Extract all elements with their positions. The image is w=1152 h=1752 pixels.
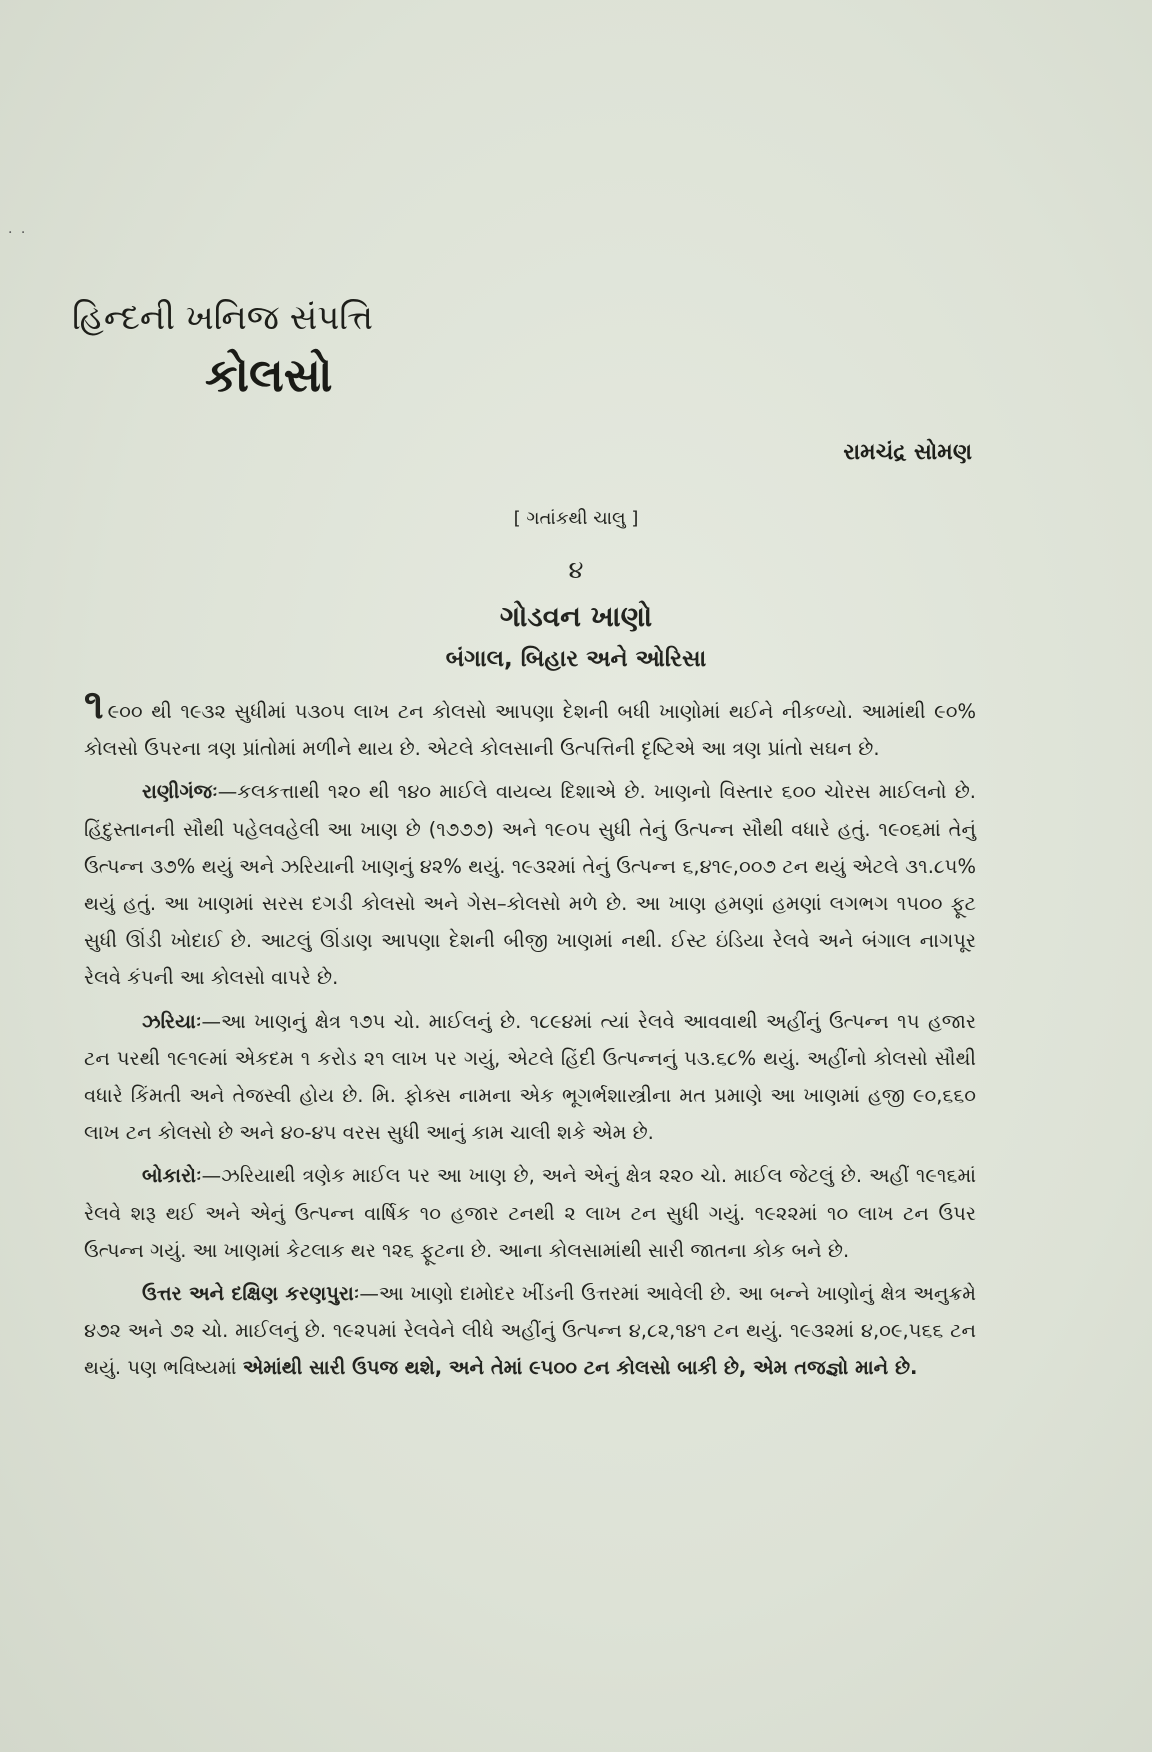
paragraph-raniganj bbox=[84, 773, 976, 996]
paragraph-text: —કલકત્તાથી ૧૨૦ થી ૧૪૦ માઈલે વાયવ્ય દિશાએ છે. ખાણનો વિસ્તાર ૬૦૦ ચોરસ માઈલનો છે. હિંદુસ્તાનની સૌથી પહેલવહેલી આ ખાણ છે (૧૭૭૭) અને ૧૯૦૫ સુધી તેનું ઉત્પન્ન સૌથી વધારે હતું. ૧૯૦૬માં તેનું ઉત્પન્ન ૩૭% થયું અને ઝરિયાની ખાણનું ૪૨% થયું. ૧૯૩૨માં તેનું ઉત્પન્ન ૬,૪૧૯,૦૦૭ ટન થયું એટલે ૩૧.૮૫% થયું હતું. આ ખાણમાં સરસ દગડી કોલસો અને ગેસ–કોલસો મળે છે. આ ખાણ હમણાં હમણાં લગભગ ૧૫૦૦ ફૂટ સુધી ઊંડી ખોદાઈ છે. આટલું ઊંડાણ આપણા દેશની બીજી ખાણમાં નથી. ઈસ્ટ ઇંડિયા રેલવે અને બંગાલ નાગપૂર રેલવે કંપની આ કોલસો વાપરે છે. bbox=[84, 780, 976, 990]
author-name: રામચંદ્ર સોમણ bbox=[843, 440, 972, 465]
paragraph-term: ઉત્તર અને દક્ષિણ કરણપુરાઃ bbox=[142, 1282, 360, 1306]
series-title: હિન્દની ખનિજ સંપત્તિ bbox=[72, 298, 373, 338]
page-title: કોલસો bbox=[205, 348, 333, 402]
section-title: ગોડવન ખાણો bbox=[499, 600, 653, 633]
paragraph-term: બોકારોઃ bbox=[142, 1164, 202, 1188]
section-number: ૪ bbox=[568, 556, 584, 584]
paragraph-bokaro bbox=[84, 1157, 976, 1269]
paragraph-last-line: એમાંથી સારી ઉપજ થશે, અને તેમાં ૯૫૦૦ ટન કોલસો બાકી છે, એમ તજજ્ઞો માને છે. bbox=[242, 1356, 918, 1380]
paragraph-text: —આ ખાણો દામોદર ખીંડની ઉત્તરમાં આવેલી છે. આ બન્ને ખાણોનું ક્ષેત્ર અનુક્રમે ૪૭૨ અને ૭૨ ચો. માઈલનું છે. ૧૯૨૫માં રેલવેને લીધે અહીંનું ઉત્પન્ન ૪,૮૨,૧૪૧ ટન થયું. ૧૯૩૨માં ૪,૦૯,૫૬૬ ટન થયું. પણ ભવિષ્યમાં bbox=[84, 1282, 976, 1380]
paragraph-text: —આ ખાણનું ક્ષેત્ર ૧૭૫ ચો. માઈલનું છે. ૧૮૯૪માં ત્યાં રેલવે આવવાથી અહીંનું ઉત્પન્ન ૧૫ હજાર ટન પરથી ૧૯૧૯માં એકદમ ૧ કરોડ ૨૧ લાખ પર ગયું, એટલે હિંદી ઉત્પન્નનું ૫૩.૬૮% થયું. અહીંનો કોલસો સૌથી વધારે કિંમતી અને તેજસ્વી હોય છે. મિ. ફોક્સ નામના એક ભૂગર્ભશાસ્ત્રીના મત પ્રમાણે આ ખાણમાં હજી ૯૦,૬૬૦ લાખ ટન કોલસો છે અને ૪૦-૪૫ વરસ સુધી આનું કામ ચાલી શકે એમ છે. bbox=[84, 1009, 976, 1145]
continued-note: [ ગતાંકથી ચાલુ ] bbox=[513, 508, 639, 529]
paragraph-term: રાણીગંજઃ bbox=[142, 780, 218, 804]
paragraph-jharia bbox=[84, 1003, 976, 1152]
paragraph-karanpura bbox=[84, 1275, 976, 1387]
paragraph-term: ઝરિયાઃ bbox=[142, 1009, 202, 1033]
section-subtitle: બંગાલ, બિહાર અને ઓરિસા bbox=[445, 646, 707, 672]
paragraph-text: —ઝરિયાથી ત્રણેક માઈલ પર આ ખાણ છે, અને એનું ક્ષેત્ર ૨૨૦ ચો. માઈલ જેટલું છે. અહીં ૧૯૧૬માં રેલવે શરૂ થઈ અને એનું ઉત્પન્ન વાર્ષિક ૧૦ હજાર ટનથી ૨ લાખ ટન સુધી ગયું. ૧૯૨૨માં ૧૦ લાખ ટન ઉપર ઉત્પન્ન ગયું. આ ખાણમાં કેટલાક થર ૧૨૬ ફૂટના છે. આના કોલસામાંથી સારી જાતના કોક બને છે. bbox=[84, 1164, 976, 1262]
margin-mark: · · bbox=[8, 225, 28, 241]
paragraph-intro bbox=[84, 682, 976, 767]
paragraph-text: ૯૦૦ થી ૧૯૩૨ સુધીમાં ૫૩૦૫ લાખ ટન કોલસો આપણા દેશની બધી ખાણોમાં થઈને નીકળ્યો. આમાંથી ૯૦% કોલસો ઉપરના ત્રણ પ્રાંતોમાં મળીને થાય છે. એટલે કોલસાની ઉત્પત્તિની દૃષ્ટિએ આ ત્રણ પ્રાંતો સઘન છે. bbox=[84, 700, 976, 761]
article-body bbox=[84, 682, 976, 1393]
drop-cap: ૧ bbox=[84, 682, 104, 728]
